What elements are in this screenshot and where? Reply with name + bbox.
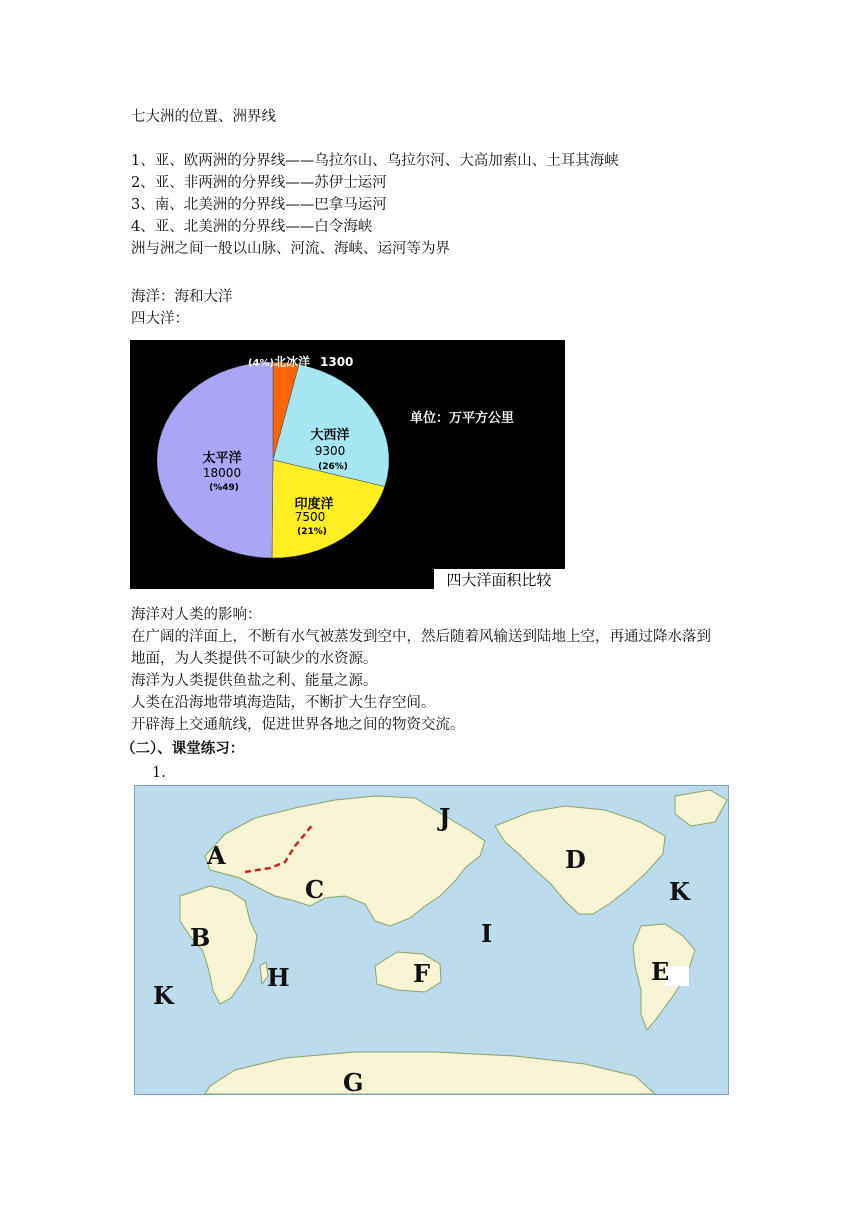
map-label-f: F xyxy=(413,959,431,988)
list-item: 3、南、北美洲的分界线——巴拿马运河 xyxy=(131,197,387,213)
paragraph-line: 地面，为人类提供不可缺少的水资源。 xyxy=(131,651,378,667)
slice-name-label: 北冰洋 xyxy=(274,355,311,369)
list-item: 2、亚、非两洲的分界线——苏伊士运河 xyxy=(131,175,387,191)
list-item: 海洋为人类提供鱼盐之利、能量之源。 xyxy=(131,673,378,689)
slice-percent-label: (4%) xyxy=(248,358,275,369)
map-label-j: J xyxy=(439,803,451,832)
ocean-heading: 海洋：海和大洋 xyxy=(131,289,233,305)
slice-percent-label: (%49) xyxy=(209,483,239,493)
map-label-a: A xyxy=(207,841,226,870)
pie-chart-svg xyxy=(130,340,565,589)
map-label-k: K xyxy=(153,981,174,1010)
map-label-d: D xyxy=(565,845,586,874)
list-item: 开辟海上交通航线，促进世界各地之间的物资交流。 xyxy=(131,717,465,733)
ocean-area-pie-chart xyxy=(130,340,565,589)
slice-name-label: 太平洋 xyxy=(202,451,242,466)
map-label-c: C xyxy=(305,875,325,904)
slice-percent-label: (26%) xyxy=(318,462,348,472)
unit-label: 单位：万平方公里 xyxy=(410,411,515,426)
map-label-k: K xyxy=(669,877,690,906)
map-label-b: B xyxy=(190,923,211,952)
slice-value-label: 9300 xyxy=(314,444,346,458)
slice-name-label: 印度洋 xyxy=(294,497,334,512)
paragraph-line: 在广阔的洋面上，不断有水气被蒸发到空中，然后随着风输送到陆地上空，再通过降水落到 xyxy=(131,629,711,645)
map-label-i: I xyxy=(481,919,493,948)
slice-value-label: 18000 xyxy=(202,466,242,480)
slice-percent-label: (21%) xyxy=(297,527,327,537)
australia-landmass xyxy=(375,952,441,992)
exercise-heading: （二）、课堂练习： xyxy=(121,740,245,757)
greenland-landmass xyxy=(675,790,727,826)
world-map xyxy=(134,785,729,1095)
ocean-impact-heading: 海洋对人类的影响： xyxy=(131,607,262,623)
map-label-g: G xyxy=(343,1068,364,1094)
world-map-svg xyxy=(135,786,728,1094)
map-label-e: E xyxy=(651,957,670,986)
summary-text: 洲与洲之间一般以山脉、河流、海峡、运河等为界 xyxy=(131,241,450,257)
slice-name-label: 大西洋 xyxy=(310,428,350,443)
list-item: 人类在沿海地带填海造陆，不断扩大生存空间。 xyxy=(131,695,436,711)
list-item: 4、亚、北美洲的分界线——白令海峡 xyxy=(131,219,373,235)
map-label-h: H xyxy=(267,963,290,992)
slice-value-label: 1300 xyxy=(320,355,354,369)
list-item: 1、亚、欧两洲的分界线——乌拉尔山、乌拉尔河、大高加索山、土耳其海峡 xyxy=(131,153,619,169)
four-oceans-label: 四大洋： xyxy=(131,311,189,327)
antarctica-landmass xyxy=(205,1052,655,1094)
slice-value-label: 7500 xyxy=(294,510,326,524)
section-title: 七大洲的位置、洲界线 xyxy=(131,109,276,125)
exercise-number: 1. xyxy=(152,765,166,781)
chart-title: 四大洋面积比较 xyxy=(446,571,552,589)
